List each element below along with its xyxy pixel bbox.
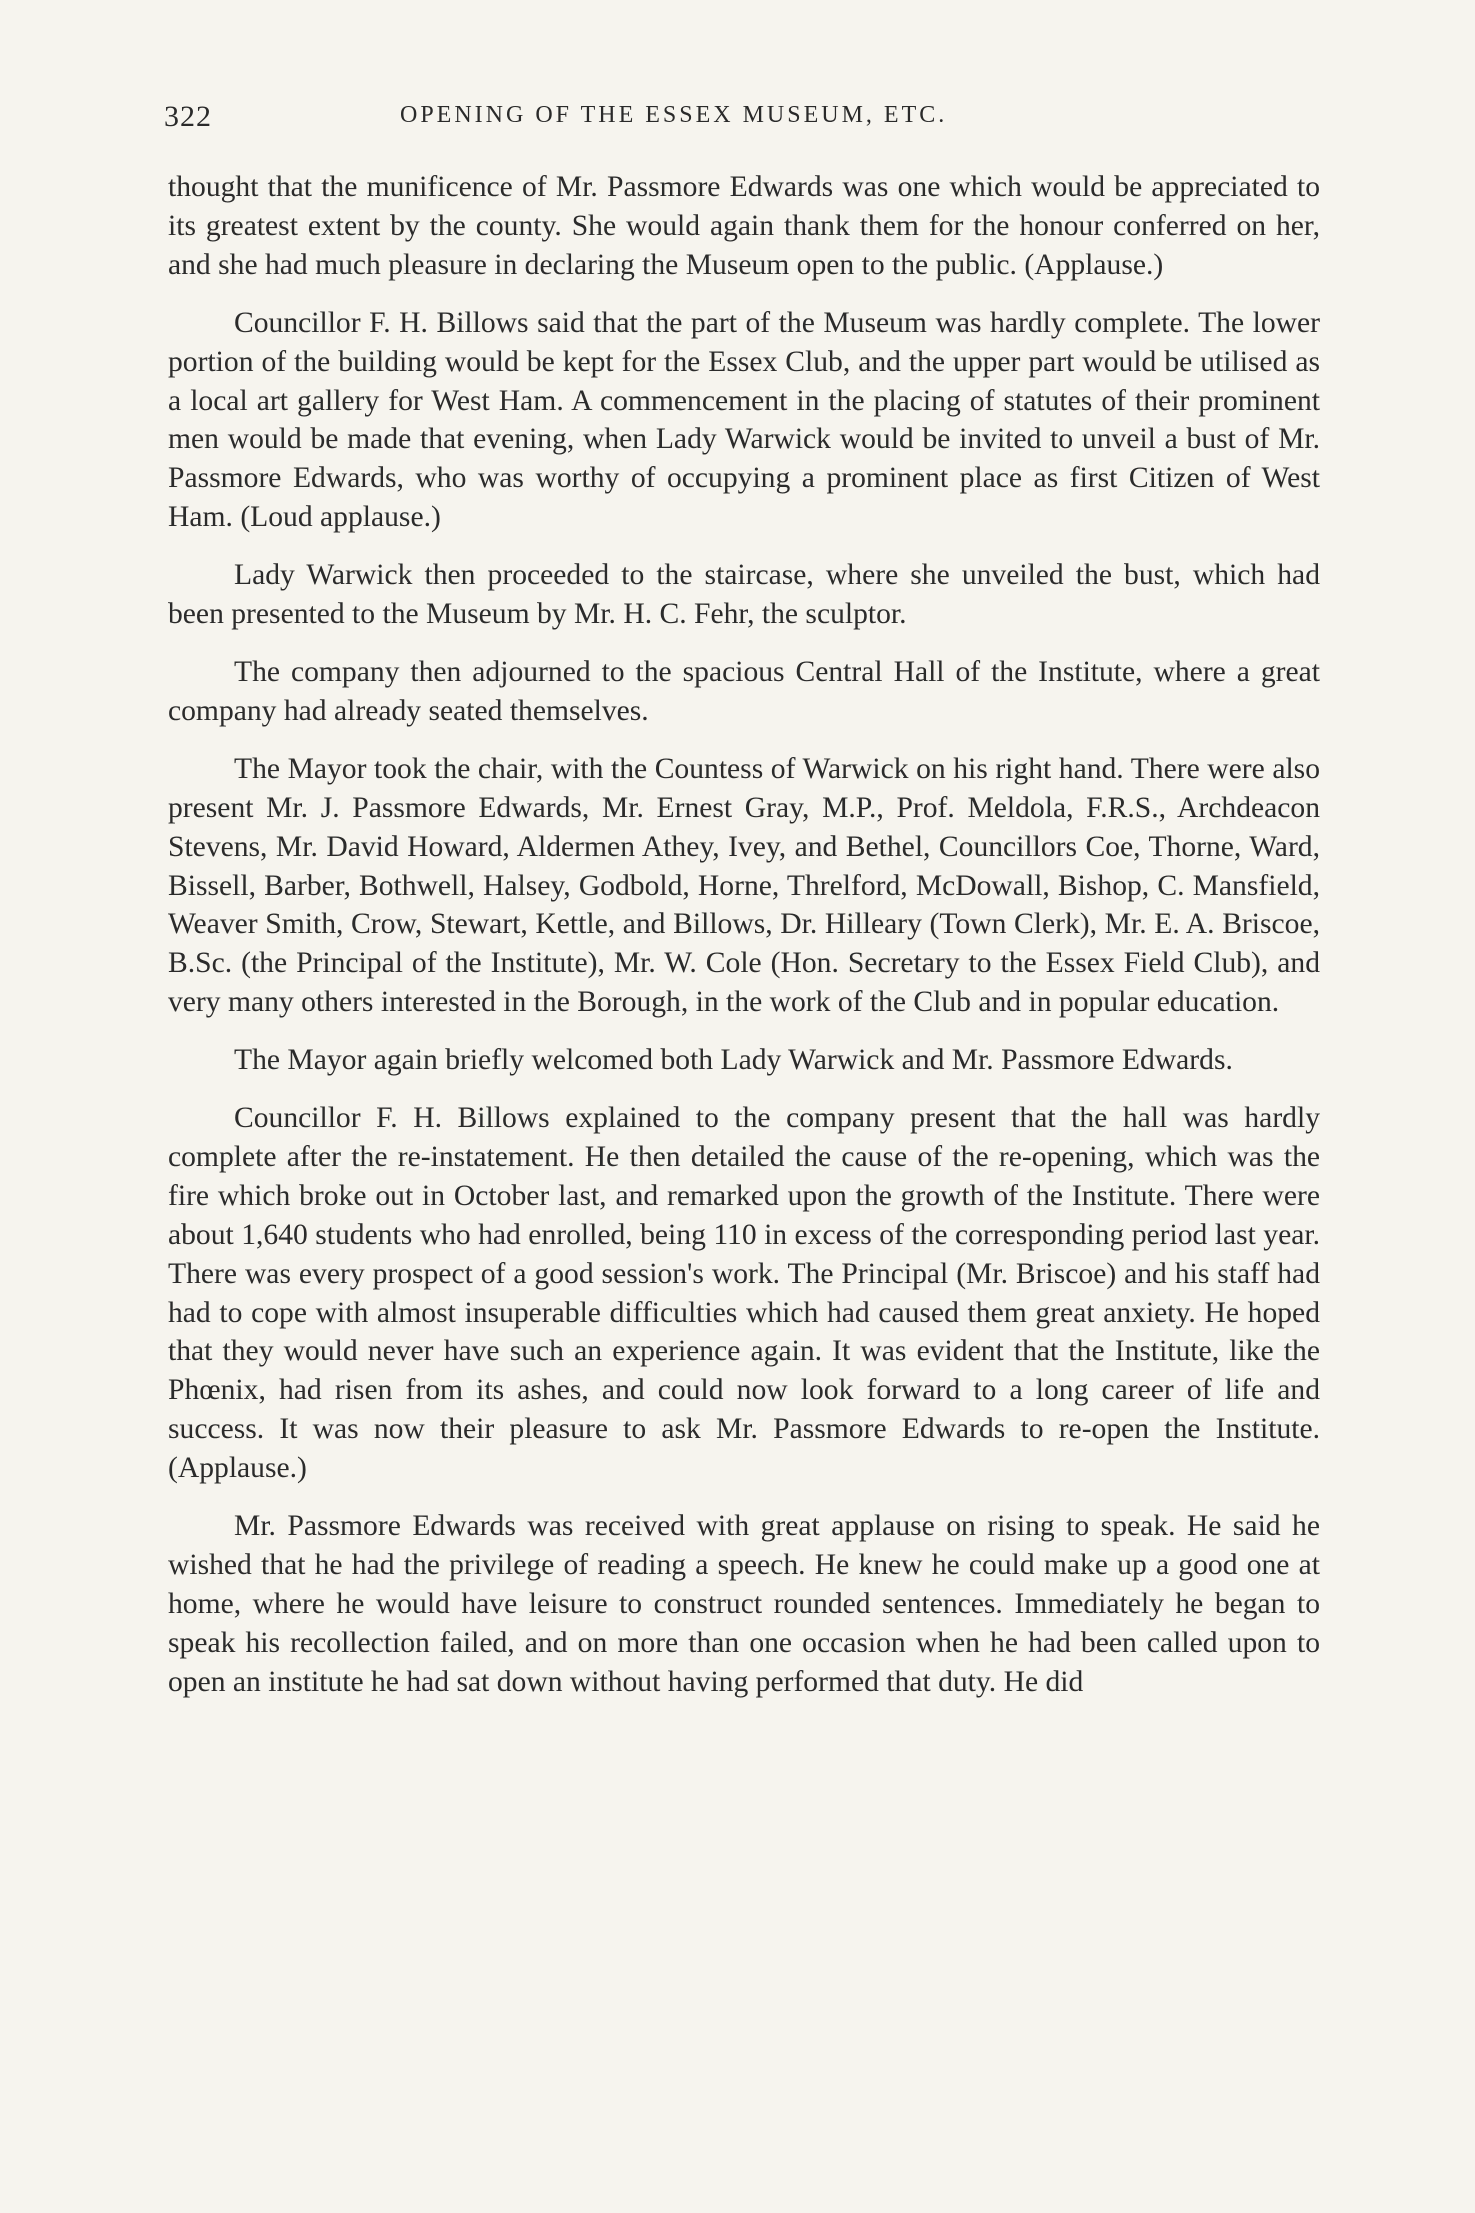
paragraph-attendees: The Mayor took the chair, with the Countess of Warwick on his right hand. There were also present Mr. J. Passmore Edwards, Mr. Ernest Gray, M.P., Prof. Meldola, F.R.S., Archdeacon Stevens, Mr. David Howard, Aldermen Athey, Ivey, and Bethel, Councillors Coe, Thorne, Ward, Bissell, Barber, Bothwell, Halsey, Godbold, Horne, Threlford, McDowall, Bishop, C. Mansfield, Weaver Smith, Crow, Stewart, Kettle, and Billows, Dr. Hilleary (Town Clerk), Mr. E. A. Briscoe, B.Sc. (the Principal of the Institute), Mr. W. Cole (Hon. Secretary to the Essex Field Club), and very many others interested in the Borough, in the work of the Club and in popular education. [168,752,1320,1019]
running-head: OPENING OF THE ESSEX MUSEUM, ETC. [400,102,948,128]
page-number: 322 [164,100,212,133]
paragraph-bust-unveiling: Lady Warwick then proceeded to the staircase, where she unveiled the bust, which had been presented to the Museum by Mr. H. C. Fehr, the sculptor. [168,559,1320,631]
paragraph-billows-institute: Councillor F. H. Billows explained to the company present that the hall was hardly complete after the re-instatement. He then detailed the cause of the re-opening, which was the fire which broke out in October last, and remarked upon the growth of the Institute. There were about 1,640 students who had enrolled, being 110 in excess of the corresponding period last year. There was every prospect of a good session's work. The Principal (Mr. Briscoe) and his staff had had to cope with almost insuperable difficulties which had caused them great anxiety. He hoped that they would never have such an experience again. It was evident that the Institute, like the Phœnix, had risen from its ashes, and could now look forward to a long career of life and success. It was now their pleasure to ask Mr. Passmore Edwards to re-open the Institute. (Applause.) [168,1102,1320,1485]
paragraph-central-hall: The company then adjourned to the spacious Central Hall of the Institute, where a great company had already seated themselves. [168,655,1320,727]
paragraph-passmore-edwards: Mr. Passmore Edwards was received with great applause on rising to speak. He said he wished that he had the privilege of reading a speech. He knew he could make up a good one at home, where he would have leisure to construct rounded sentences. Immediately he began to speak his recollection failed, and on more than one occasion when he had been called upon to open an institute he had sat down without having performed that duty. He did [168,1510,1320,1698]
body-text [168,168,1320,1721]
paragraph-billows-museum: Councillor F. H. Billows said that the part of the Museum was hardly complete. The lower portion of the building would be kept for the Essex Club, and the upper part would be utilised as a local art gallery for West Ham. A commencement in the placing of statutes of their prominent men would be made that evening, when Lady Warwick would be invited to unveil a bust of Mr. Passmore Edwards, who was worthy of occupying a prominent place as first Citizen of West Ham. (Loud applause.) [168,306,1320,534]
paragraph-continuation: thought that the munificence of Mr. Passmore Edwards was one which would be appreciated to its greatest extent by the county. She would again thank them for the honour conferred on her, and she had much pleasure in declaring the Museum open to the public. (Applause.) [168,171,1320,281]
page-header [164,100,1319,140]
paragraph-mayor-welcome: The Mayor again briefly welcomed both Lady Warwick and Mr. Passmore Edwards. [234,1044,1233,1077]
